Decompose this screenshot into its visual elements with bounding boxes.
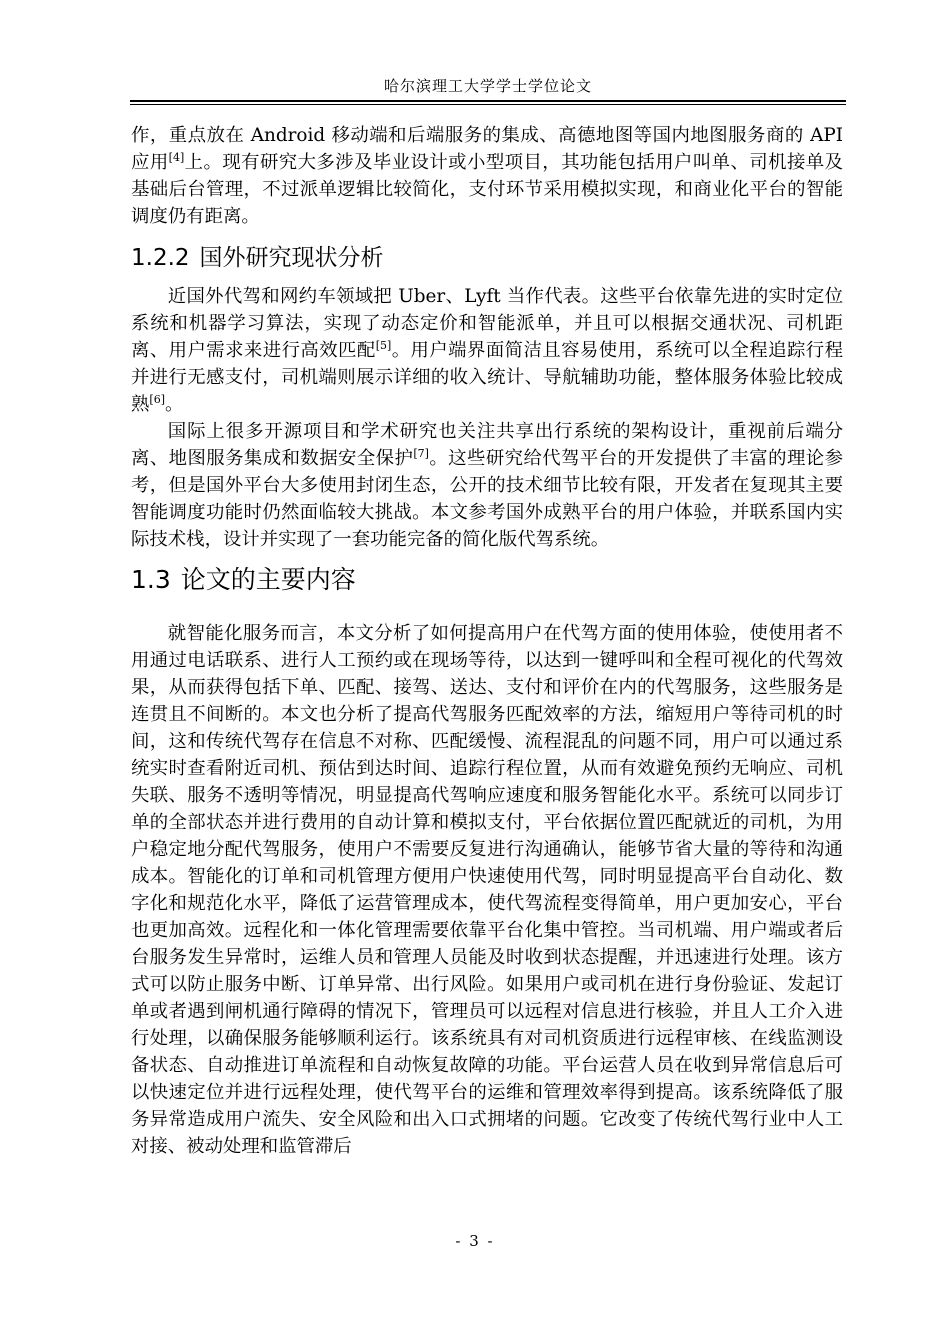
paragraph-text: 近国外代驾和网约车领域把 Uber、Lyft 当作代表。这些平台依靠先进的实时定位系统和机器学习算法，实现了动态定价和智能派单，并且可以根据交通状况、司机距离、用户需求来进行高效匹配 — [131, 286, 843, 361]
paragraph-text: 国际上很多开源项目和学术研究也关注共享出行系统的架构设计，重视前后端分离、地图服务集成和数据安全保护 — [131, 421, 843, 469]
citation-ref: [6] — [149, 392, 165, 406]
section-number: 1.2.2 — [131, 245, 190, 271]
page-body — [131, 122, 843, 1160]
section-heading-1-3 — [131, 564, 843, 596]
paragraph-text: 作，重点放在 Android 移动端和后端服务的集成、高德地图等国内地图服务商的 API 应用 — [131, 125, 843, 173]
paragraph-foreign-2 — [131, 418, 843, 553]
paragraph-text: 上。现有研究大多涉及毕业设计或小型项目，其功能包括用户叫单、司机接单及基础后台管理，不过派单逻辑比较简化，支付环节采用模拟实现，和商业化平台的智能调度仍有距离。 — [131, 152, 843, 227]
paragraph-text: 。这些研究给代驾平台的开发提供了丰富的理论参考，但是国外平台大多使用封闭生态，公开的技术细节比较有限，开发者在复现其主要智能调度功能时仍然面临较大挑战。本文参考国外成熟平台的用户体验，并联系国内实际技术栈，设计并实现了一套功能完备的简化版代驾系统。 — [131, 448, 843, 550]
section-number: 1.3 — [131, 565, 171, 594]
paragraph-foreign-1 — [131, 283, 843, 418]
header-rule-thick — [130, 100, 846, 102]
paragraph-intro — [131, 122, 843, 230]
paragraph-text: 。用户端界面简洁且容易使用，系统可以全程追踪行程并进行无感支付，司机端则展示详细的收入统计、导航辅助功能，整体服务体验比较成熟 — [131, 340, 843, 415]
citation-ref: [7] — [413, 446, 429, 460]
paragraph-text: 。 — [165, 394, 184, 415]
section-title: 国外研究现状分析 — [199, 245, 384, 271]
citation-ref: [4] — [168, 150, 185, 164]
citation-ref: [5] — [375, 338, 392, 352]
running-header: 哈尔滨理工大学学士学位论文 — [383, 77, 592, 95]
page-number: - 3 - — [455, 1232, 495, 1250]
section-heading-1-2-2 — [131, 243, 843, 273]
paragraph-main-content: 就智能化服务而言，本文分析了如何提高用户在代驾方面的使用体验，使使用者不用通过电话联系、进行人工预约或在现场等待，以达到一键呼叫和全程可视化的代驾效果，从而获得包括下单、匹配、接驾、送达、支付和评价在内的代驾服务，这些服务是连贯且不间断的。本文也分析了提高代驾服务匹配效率的方法，缩短用户等待司机的时间，这和传统代驾存在信息不对称、匹配缓慢、流程混乱的问题不同，用户可以通过系统实时查看附近司机、预估到达时间、追踪行程位置，从而有效避免预约无响应、司机失联、服务不透明等情况，明显提高代驾响应速度和服务智能化水平。系统可以同步订单的全部状态并进行费用的自动计算和模拟支付，平台依据位置匹配就近的司机，为用户稳定地分配代驾服务，使用户不需要反复进行沟通确认，能够节省大量的等待和沟通成本。智能化的订单和司机管理方便用户快速使用代驾，同时明显提高平台自动化、数字化和规范化水平，降低了运营管理成本，使代驾流程变得简单，用户更加安心，平台也更加高效。远程化和一体化管理需要依靠平台化集中管控。当司机端、用户端或者后台服务发生异常时，运维人员和管理人员能及时收到状态提醒，并迅速进行处理。该方式可以防止服务中断、订单异常、出行风险。如果用户或司机在进行身份验证、发起订单或者遇到闸机通行障碍的情况下，管理员可以远程对信息进行核验，并且人工介入进行处理，以确保服务能够顺利运行。该系统具有对司机资质进行远程审核、在线监测设备状态、自动推进订单流程和自动恢复故障的功能。平台运营人员在收到异常信息后可以快速定位并进行远程处理，使代驾平台的运维和管理效率得到提高。该系统降低了服务异常造成用户流失、安全风险和出入口式拥堵的问题。它改变了传统代驾行业中人工对接、被动处理和监管滞后 — [131, 623, 843, 1157]
header-rule-thin — [130, 104, 846, 105]
section-title: 论文的主要内容 — [180, 565, 356, 594]
